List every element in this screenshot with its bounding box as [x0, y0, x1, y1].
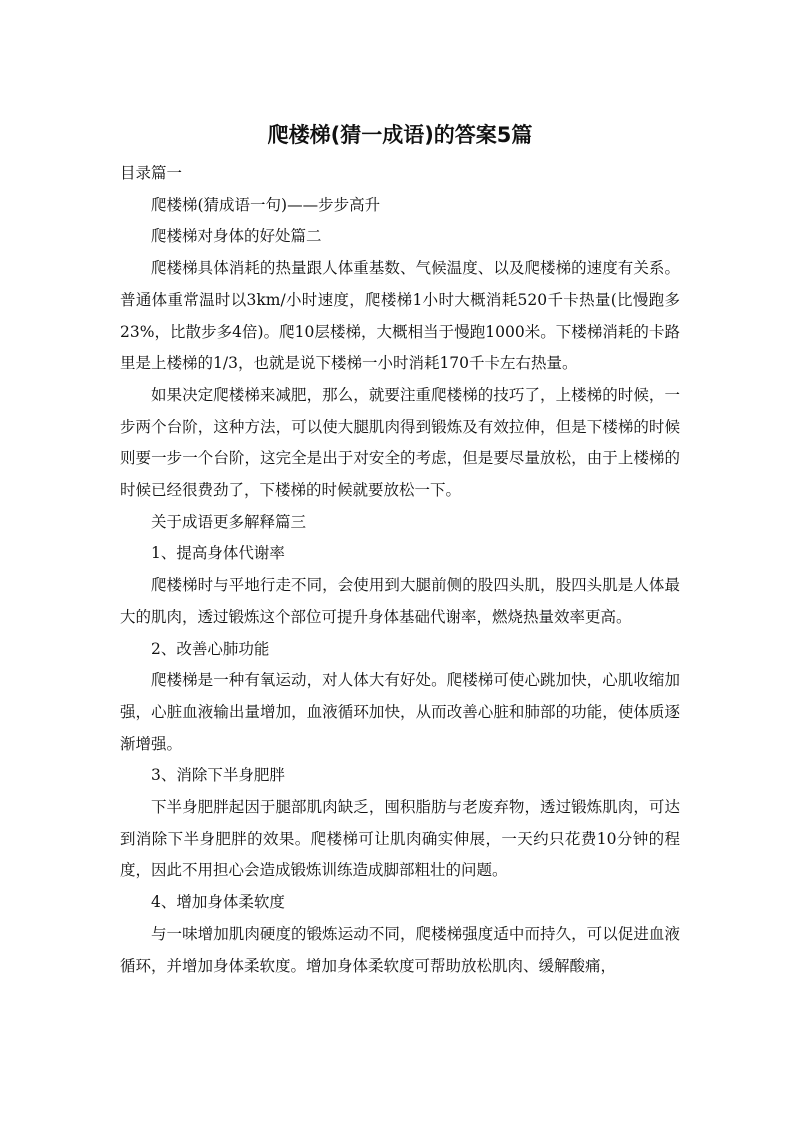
document-body — [120, 118, 680, 982]
item-heading-lower-body: 3、消除下半身肥胖 — [151, 766, 285, 785]
item-body-lower-body: 下半身肥胖起因于腿部肌肉缺乏，囤积脂肪与老废弃物，透过锻炼肌肉，可达到消除下半身肥胖的效果。爬楼梯可让肌肉确实伸展，一天约只花费10分钟的程度，因此不用担心会造成锻炼训练造成脚部粗壮的问题。 — [120, 798, 680, 880]
item-body-metabolism: 爬楼梯时与平地行走不同，会使用到大腿前侧的股四头肌，股四头肌是人体最大的肌肉，透过锻炼这个部位可提升身体基础代谢率，燃烧热量效率更高。 — [120, 576, 680, 626]
item-heading-metabolism: 1、提高身体代谢率 — [151, 544, 285, 563]
riddle-answer: 爬楼梯(猜成语一句)——步步高升 — [151, 195, 381, 214]
item-heading-cardio: 2、改善心肺功能 — [151, 639, 270, 658]
paragraph-technique: 如果决定爬楼梯来减肥，那么，就要注重爬楼梯的技巧了，上楼梯的时候，一步两个台阶，这种方法，可以使大腿肌肉得到锻炼及有效拉伸，但是下楼梯的时候则要一步一个台阶，这完全是出于对安全的考虑，但是要尽量放松，由于上楼梯的时候已经很费劲了，下楼梯的时候就要放松一下。 — [120, 385, 680, 500]
item-body-flexibility: 与一味增加肌肉硬度的锻炼运动不同，爬楼梯强度适中而持久，可以促进血液循环，并增加身体柔软度。增加身体柔软度可帮助放松肌肉、缓解酸痛， — [120, 924, 680, 975]
toc-heading: 目录篇一 — [120, 164, 183, 182]
section-heading-2: 爬楼梯对身体的好处篇二 — [151, 227, 322, 246]
paragraph-calories: 爬楼梯具体消耗的热量跟人体重基数、气候温度、以及爬楼梯的速度有关系。普通体重常温时以3km/小时速度，爬楼梯1小时大概消耗520千卡热量(比慢跑多23%，比散步多4倍)。爬10层楼梯，大概相当于慢跑1000米。下楼梯消耗的卡路里是上楼梯的1/3，也就是说下楼梯一小时消耗170千卡左右热量。 — [120, 259, 680, 373]
section-heading-3: 关于成语更多解释篇三 — [151, 512, 307, 531]
item-heading-flexibility: 4、增加身体柔软度 — [151, 893, 285, 912]
document-title: 爬楼梯(猜一成语)的答案5篇 — [267, 123, 533, 147]
item-body-cardio: 爬楼梯是一种有氧运动，对人体大有好处。爬楼梯可使心跳加快，心肌收缩加强，心脏血液输出量增加，血液循环加快，从而改善心脏和肺部的功能，使体质逐渐增强。 — [120, 671, 680, 753]
